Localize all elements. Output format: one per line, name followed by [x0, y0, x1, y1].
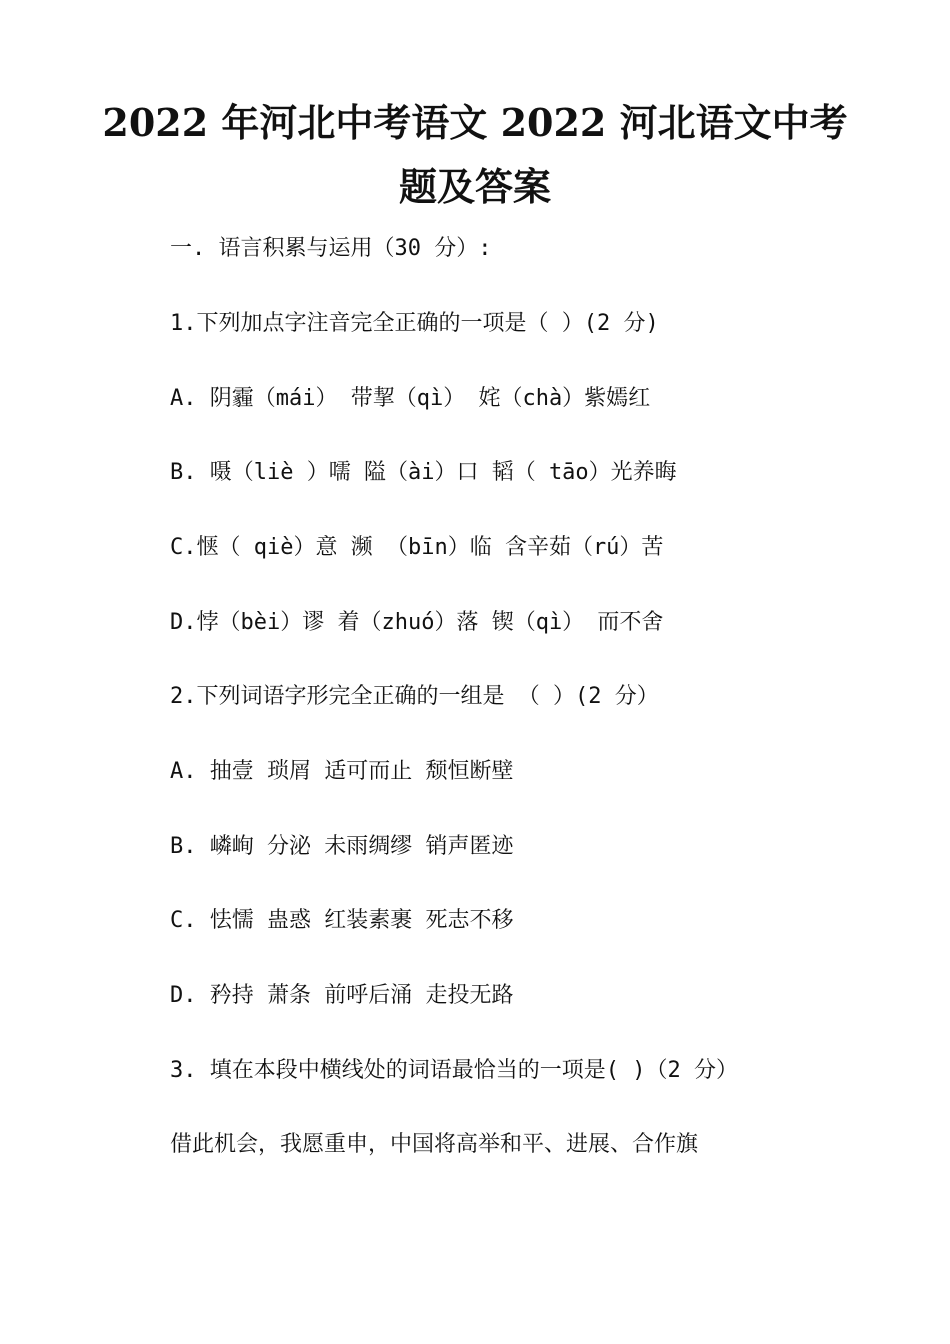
question-2-option-a: A. 抽壹 琐屑 适可而止 颓恒断壁	[170, 759, 514, 784]
question-1-option-d: D.悖（bèi）谬 着（zhuó）落 锲（qì） 而不舍	[170, 610, 664, 635]
question-1-option-c: C.惬（ qiè）意 濒 （bīn）临 含辛茹（rú）苦	[170, 535, 664, 560]
question-1: 1.下列加点字注音完全正确的一项是（ ）(2 分)	[170, 311, 659, 336]
document-title-line-2: 题及答案	[398, 164, 551, 209]
document-title-line-1: 2022 年河北中考语文 2022 河北语文中考	[102, 100, 848, 145]
question-2-option-d: D. 矜持 萧条 前呼后涌 走投无路	[170, 983, 514, 1008]
question-1-option-a: A. 阴霾（mái） 带挈（qì） 姹（chà）紫嫣红	[170, 386, 651, 411]
section-heading: 一. 语言积累与运用（30 分）:	[170, 236, 492, 261]
question-3: 3. 填在本段中横线处的词语最恰当的一项是( )（2 分）	[170, 1058, 738, 1083]
question-3-passage: 借此机会，我愿重申，中国将高举和平、进展、合作旗	[170, 1132, 699, 1157]
question-1-option-b: B. 嗫（liè ）嚅 隘（ài）口 韬（ tāo）光养晦	[170, 460, 677, 485]
question-2-option-b: B. 嶙峋 分泌 未雨绸缪 销声匿迹	[170, 834, 514, 859]
question-2: 2.下列词语字形完全正确的一组是 （ ）(2 分）	[170, 684, 659, 709]
question-2-option-c: C. 怯懦 蛊惑 红装素裹 死志不移	[170, 908, 514, 933]
